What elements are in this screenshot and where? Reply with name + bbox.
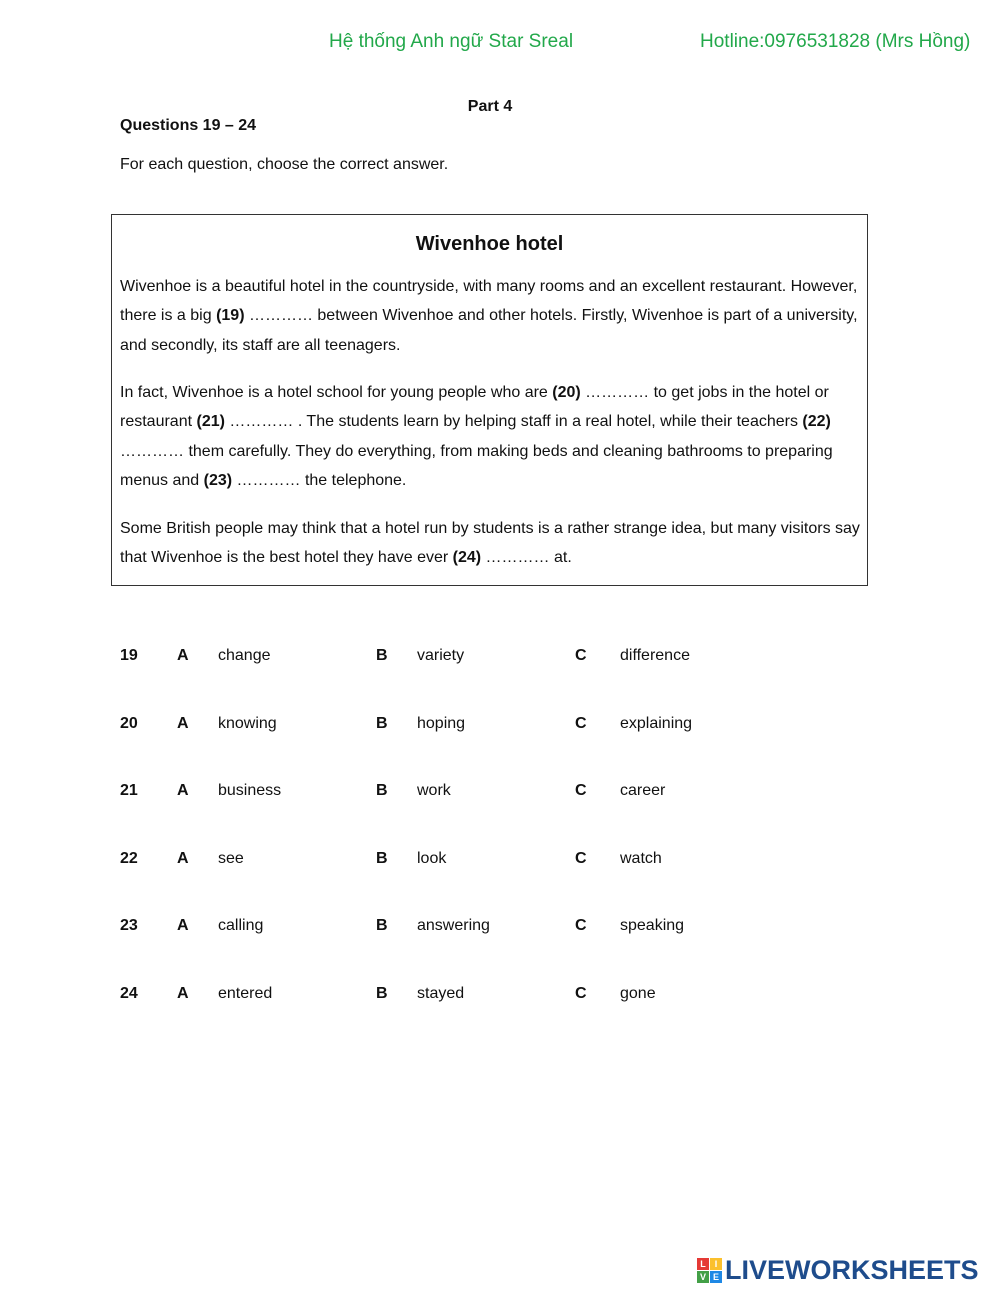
questions-range: Questions 19 – 24 <box>120 117 257 134</box>
gap-21-label: (21) <box>196 413 225 431</box>
gap-23-label: (23) <box>203 471 233 489</box>
gap-20-label: (20) <box>552 384 581 401</box>
option-letter-b: B <box>376 782 388 799</box>
question-row-19 <box>0 647 1000 671</box>
logo-text: LIVEWORKSHEETS <box>725 1254 979 1285</box>
logo-tile-v: V <box>697 1271 709 1283</box>
option-letter-c: C <box>575 985 587 1002</box>
instruction-text: For each question, choose the correct answer. <box>120 156 449 173</box>
logo-tile-i: I <box>710 1258 722 1270</box>
option-letter-b: B <box>376 850 388 867</box>
option-letter-a: A <box>177 985 189 1002</box>
part-title: Part 4 <box>467 98 513 115</box>
p1-text-1: Wivenhoe is a beautiful hotel in the countryside, with many rooms and an excellent restaurant. However, there is a big <box>120 278 858 325</box>
option-letter-c: C <box>575 715 587 732</box>
question-number: 23 <box>120 917 138 934</box>
logo-tile-l: L <box>697 1258 709 1270</box>
option-letter-c: C <box>575 850 587 867</box>
question-number: 22 <box>120 850 138 867</box>
option-letter-b: B <box>376 917 388 934</box>
question-row-20 <box>0 715 1000 739</box>
option-b[interactable]: variety <box>417 647 465 664</box>
logo-tiles-icon <box>697 1258 722 1283</box>
p2-text-5: ………… the telephone. <box>232 471 407 489</box>
option-letter-a: A <box>177 917 189 934</box>
passage-paragraph-3 <box>120 514 865 573</box>
question-row-21 <box>0 782 1000 806</box>
p2-text-1: In fact, Wivenhoe is a hotel school for young people who are <box>120 384 553 401</box>
header-hotline: Hotline:0976531828 (Mrs Hồng) <box>700 31 971 52</box>
option-letter-c: C <box>575 917 587 934</box>
option-a[interactable]: calling <box>218 917 264 934</box>
option-b[interactable]: hoping <box>417 715 466 732</box>
p2-text-3: ………… . The students learn by helping staff in a real hotel, while their teachers <box>224 413 803 431</box>
question-row-24 <box>0 985 1000 1009</box>
passage-paragraph-1 <box>120 272 865 360</box>
option-b[interactable]: work <box>417 782 451 799</box>
option-letter-c: C <box>575 782 587 799</box>
option-letter-a: A <box>177 647 189 664</box>
p2-text-4: ………… them carefully. They do everything, from making beds and cleaning bathrooms to preparing menus and <box>120 442 833 489</box>
option-b[interactable]: answering <box>417 917 490 934</box>
p2-text-2: ………… to get jobs in the hotel or restaurant <box>120 384 829 431</box>
option-letter-b: B <box>376 985 388 1002</box>
option-a[interactable]: change <box>218 647 271 664</box>
option-a[interactable]: business <box>218 782 282 799</box>
option-c[interactable]: difference <box>620 647 690 664</box>
question-number: 21 <box>120 782 138 799</box>
gap-24-label: (24) <box>452 549 482 567</box>
option-a[interactable]: knowing <box>218 715 277 732</box>
question-number: 24 <box>120 985 138 1002</box>
passage-title: Wivenhoe hotel <box>415 233 564 255</box>
option-c[interactable]: gone <box>620 985 656 1002</box>
option-c[interactable]: career <box>620 782 666 799</box>
option-letter-a: A <box>177 782 189 799</box>
liveworksheets-logo <box>697 1254 979 1286</box>
option-a[interactable]: see <box>218 850 244 867</box>
option-letter-a: A <box>177 850 189 867</box>
question-row-23 <box>0 917 1000 941</box>
option-a[interactable]: entered <box>218 985 273 1002</box>
option-letter-b: B <box>376 647 388 664</box>
p3-text-1: Some British people may think that a hotel run by students is a rather strange idea, but many visitors say that Wivenhoe is the best hotel they have ever <box>120 520 860 567</box>
logo-tile-e: E <box>710 1271 722 1283</box>
option-b[interactable]: look <box>417 850 447 867</box>
passage-paragraph-2 <box>120 378 865 495</box>
gap-22-label: (22) <box>802 413 831 431</box>
question-row-22 <box>0 850 1000 874</box>
p3-text-2: ………… at. <box>481 549 572 567</box>
option-letter-c: C <box>575 647 587 664</box>
passage-box <box>111 214 868 586</box>
option-c[interactable]: watch <box>620 850 662 867</box>
question-number: 19 <box>120 647 138 664</box>
option-letter-a: A <box>177 715 189 732</box>
question-number: 20 <box>120 715 138 732</box>
option-c[interactable]: speaking <box>620 917 685 934</box>
gap-19-label: (19) <box>216 307 245 325</box>
option-b[interactable]: stayed <box>417 985 465 1002</box>
option-letter-b: B <box>376 715 388 732</box>
header-school-name: Hệ thống Anh ngữ Star Sreal <box>329 31 574 52</box>
option-c[interactable]: explaining <box>620 715 693 732</box>
p1-text-2: ………… between Wivenhoe and other hotels. Firstly, Wivenhoe is part of a university, and secondly, its staff are all teenagers. <box>120 307 858 354</box>
